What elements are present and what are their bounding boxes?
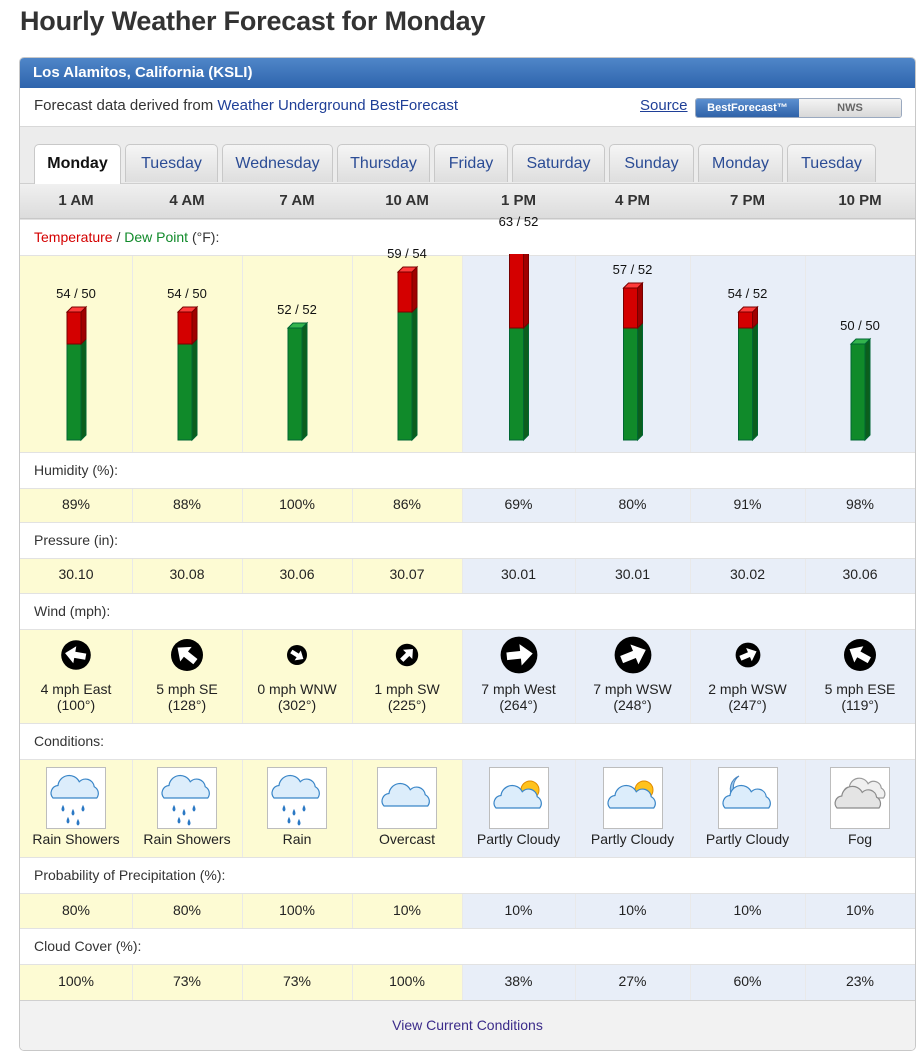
hour-header: 10 PM <box>838 192 882 209</box>
pressure-row-value: 30.01 <box>614 566 651 582</box>
source-option-nws[interactable]: NWS <box>799 99 901 117</box>
precipitation-row-value: 10% <box>618 902 647 918</box>
forecast-panel <box>19 57 916 1051</box>
temperature-chart <box>20 254 915 452</box>
dewpoint-bar <box>67 344 81 440</box>
wind-degree-text: (100°) <box>56 697 96 713</box>
dewpoint-bar-side <box>638 323 643 440</box>
dewpoint-bar <box>398 312 412 440</box>
dewpoint-bar <box>288 328 302 440</box>
dewpoint-bar-side <box>753 323 758 440</box>
wind-speed-text: 7 mph West <box>481 681 556 697</box>
pressure-row-value: 30.06 <box>842 566 878 582</box>
tab-sunday[interactable]: Sunday <box>609 144 694 182</box>
raindrop <box>293 810 295 815</box>
tab-monday-next[interactable]: Monday <box>698 144 783 182</box>
fog-icon-graphic <box>831 768 889 828</box>
raindrop <box>67 818 69 823</box>
temperature-cap <box>510 254 524 328</box>
pressure-label-row <box>20 522 915 559</box>
wind-degree-text: (225°) <box>387 697 427 713</box>
temperature-bar <box>398 267 417 440</box>
pressure-row-value: 30.06 <box>279 566 315 582</box>
wind-direction-icon <box>496 632 542 678</box>
page-title: Hourly Weather Forecast for Monday <box>20 6 486 36</box>
wind-degree-text: (128°) <box>167 697 207 713</box>
pressure-row-value: 30.02 <box>729 566 766 582</box>
precipitation-row-value: 10% <box>392 902 422 918</box>
cloud-cover-row-value: 23% <box>845 973 875 989</box>
precipitation-label-row-text: Probability of Precipitation (%): <box>34 867 226 883</box>
cloud-cover-row <box>20 964 915 999</box>
legend-separator: / <box>112 229 125 245</box>
temperature-bar <box>624 283 643 440</box>
cloud-cover-row-value: 38% <box>504 973 533 989</box>
dewpoint-bar-side <box>865 339 870 440</box>
rain-icon-graphic <box>47 768 105 828</box>
humidity-row-value: 100% <box>279 496 315 512</box>
raindrop <box>283 806 285 811</box>
dewpoint-bar-side <box>81 339 86 440</box>
humidity-row-value: 88% <box>172 496 202 512</box>
raindrop <box>188 820 190 825</box>
cloud-icon-graphic <box>378 768 436 828</box>
condition-text: Fog <box>847 831 873 847</box>
temperature-value-label: 54 / 52 <box>727 286 768 301</box>
humidity-label-row <box>20 452 915 489</box>
wind-degree-text: (247°) <box>728 697 767 713</box>
temperature-bar <box>851 339 870 440</box>
pressure-row <box>20 557 915 592</box>
wind-speed-text: 5 mph SE <box>156 681 218 697</box>
cloud-cover-row-value: 73% <box>172 973 202 989</box>
humidity-row-value: 98% <box>845 496 875 512</box>
temperature-legend: Temperature <box>34 229 113 245</box>
raindrop <box>178 818 180 823</box>
sun-cloud-icon-graphic <box>604 768 662 828</box>
source-bar <box>20 88 915 127</box>
conditions-label-row-text: Conditions: <box>34 733 105 749</box>
temperature-bar <box>510 254 529 440</box>
dewpoint-bar <box>178 344 192 440</box>
wind-speed-text: 5 mph ESE <box>824 681 896 697</box>
tab-wednesday[interactable]: Wednesday <box>222 144 333 182</box>
temperature-cap <box>398 272 412 312</box>
temperature-value-label: 54 / 50 <box>56 286 96 301</box>
wind-speed-text: 4 mph East <box>40 681 112 697</box>
condition-text: Rain <box>282 831 312 847</box>
tab-saturday[interactable]: Saturday <box>512 144 605 182</box>
pressure-row-value: 30.07 <box>389 566 425 582</box>
fog-icon <box>830 767 890 829</box>
dewpoint-bar <box>851 344 865 440</box>
temperature-cap-side <box>638 283 643 328</box>
wind-speed-text: 2 mph WSW <box>708 681 787 697</box>
cloud-cover-row-value: 100% <box>389 973 425 989</box>
wind-speed-text: 1 mph SW <box>374 681 440 697</box>
temperature-unit: (°F): <box>188 229 220 245</box>
precipitation-row-value: 10% <box>504 902 533 918</box>
source-label[interactable]: Source <box>640 97 688 114</box>
cloud-cover-row-value: 100% <box>58 973 94 989</box>
source-description <box>34 97 458 114</box>
humidity-row-value: 89% <box>61 496 91 512</box>
raindrop <box>72 810 74 815</box>
temperature-value-label: 52 / 52 <box>277 302 317 317</box>
cloud-shape <box>272 776 319 798</box>
wind-speed-text: 0 mph WNW <box>257 681 337 697</box>
rain-icon-graphic <box>158 768 216 828</box>
source-prefix: Forecast data derived from <box>34 97 218 114</box>
temperature-cap <box>624 288 638 328</box>
location-bar: Los Alamitos, California (KSLI) <box>20 58 915 88</box>
wind-direction-icon <box>164 632 210 678</box>
wind-direction-icon <box>274 632 320 678</box>
temperature-label <box>34 229 219 245</box>
raindrop <box>77 820 79 825</box>
rain-icon <box>46 767 106 829</box>
condition-text: Partly Cloudy <box>705 831 790 847</box>
temperature-value-label: 50 / 50 <box>840 318 880 333</box>
dewpoint-legend: Dew Point <box>124 229 189 245</box>
precipitation-row-value: 80% <box>172 902 202 918</box>
rain-icon <box>157 767 217 829</box>
temperature-cap-side <box>81 307 86 344</box>
tab-thursday[interactable]: Thursday <box>337 144 430 182</box>
day-tabs <box>20 127 915 184</box>
cloud-cover-row-value: 60% <box>733 973 762 989</box>
condition-text: Overcast <box>378 831 435 847</box>
temperature-cap-side <box>412 267 417 312</box>
moon-cloud-icon-graphic <box>719 768 777 828</box>
temperature-bar <box>67 307 86 440</box>
raindrop <box>173 806 175 811</box>
wind-degree-text: (119°) <box>841 697 879 713</box>
wind-degree-text: (302°) <box>277 697 317 713</box>
rain-icon <box>267 767 327 829</box>
precipitation-row-value: 80% <box>61 902 91 918</box>
tab-monday[interactable]: Monday <box>34 144 121 184</box>
tab-tuesday-next[interactable]: Tuesday <box>787 144 876 182</box>
raindrop <box>193 806 195 811</box>
dewpoint-bar-side <box>412 307 417 440</box>
cloud-cover-row-value: 73% <box>282 973 312 989</box>
precipitation-label-row <box>20 857 915 894</box>
source-option-bestforecast[interactable]: BestForecast™ <box>696 99 799 117</box>
dewpoint-bar-side <box>192 339 197 440</box>
temperature-cap <box>67 312 81 344</box>
view-current-conditions-link[interactable]: View Current Conditions <box>20 1000 915 1050</box>
cloud-icon <box>377 767 437 829</box>
raindrop <box>62 806 64 811</box>
temperature-cap-side <box>192 307 197 344</box>
dewpoint-bar <box>739 328 753 440</box>
wind-degree-text: (248°) <box>613 697 652 713</box>
raindrop <box>303 806 305 811</box>
raindrop <box>183 810 185 815</box>
hour-header: 4 AM <box>169 192 205 209</box>
pressure-row-value: 30.01 <box>500 566 537 582</box>
cloud-cover-label-row-text: Cloud Cover (%): <box>34 938 142 954</box>
source-toggle <box>695 98 902 118</box>
hour-header: 7 AM <box>279 192 315 209</box>
raindrop <box>298 820 300 825</box>
wind-label-row <box>20 593 915 630</box>
humidity-row-value: 86% <box>392 496 422 512</box>
hour-header: 7 PM <box>729 192 765 209</box>
pressure-label-row-text: Pressure (in): <box>34 532 119 548</box>
condition-text: Partly Cloudy <box>476 831 561 847</box>
temperature-value-label: 54 / 50 <box>167 286 207 301</box>
wind-direction-icon <box>837 632 883 678</box>
humidity-label-row-text: Humidity (%): <box>34 462 119 478</box>
source-link[interactable]: Weather Underground BestForecast <box>217 97 459 114</box>
hour-header: 1 PM <box>500 192 536 209</box>
dewpoint-bar <box>624 328 638 440</box>
cloud-shape <box>162 776 209 798</box>
hour-header: 1 AM <box>58 192 94 209</box>
condition-text: Rain Showers <box>32 831 120 847</box>
dewpoint-bar <box>510 328 524 440</box>
cloud-shape <box>382 784 429 806</box>
temperature-cap <box>178 312 192 344</box>
humidity-row-value: 80% <box>618 496 647 512</box>
precipitation-row-value: 10% <box>845 902 875 918</box>
temperature-cap <box>739 312 753 328</box>
precipitation-row <box>20 893 915 928</box>
wind-direction-icon <box>725 632 771 678</box>
dewpoint-bar-side <box>302 323 307 440</box>
raindrop <box>82 806 84 811</box>
cloud-cover-label-row <box>20 928 915 965</box>
forecast-grid <box>20 184 915 1007</box>
temperature-bar <box>739 307 758 440</box>
wind-degree-text: (264°) <box>499 697 538 713</box>
condition-text: Rain Showers <box>143 831 231 847</box>
humidity-row <box>20 487 915 522</box>
wind-speed-text: 7 mph WSW <box>593 681 672 697</box>
temperature-value-label: 57 / 52 <box>612 262 653 277</box>
wind-direction-icon <box>384 632 430 678</box>
cloud-shape <box>51 776 98 798</box>
temperature-value-label: 59 / 54 <box>387 246 427 261</box>
hour-header: 10 AM <box>385 192 429 209</box>
humidity-row-value: 69% <box>504 496 533 512</box>
wind-label-row-text: Wind (mph): <box>34 603 111 619</box>
precipitation-row-value: 10% <box>733 902 762 918</box>
cloud-cover-row-value: 27% <box>618 973 647 989</box>
sun-cloud-icon <box>603 767 663 829</box>
condition-text: Partly Cloudy <box>590 831 675 847</box>
dewpoint-bar-side <box>524 323 529 440</box>
temperature-bar <box>288 323 307 440</box>
sun-cloud-icon-graphic <box>490 768 548 828</box>
moon-cloud-icon <box>718 767 778 829</box>
tab-tuesday[interactable]: Tuesday <box>125 144 218 182</box>
sun-cloud-icon <box>489 767 549 829</box>
tab-friday[interactable]: Friday <box>434 144 508 182</box>
hour-header: 4 PM <box>614 192 650 209</box>
temperature-bar <box>178 307 197 440</box>
rain-icon-graphic <box>268 768 326 828</box>
humidity-row-value: 91% <box>733 496 762 512</box>
conditions-label-row <box>20 723 915 760</box>
raindrop <box>288 818 290 823</box>
pressure-row-value: 30.08 <box>169 566 205 582</box>
wind-direction-icon <box>53 632 99 678</box>
temperature-cap-side <box>524 254 529 328</box>
pressure-row-value: 30.10 <box>58 566 94 582</box>
temperature-value-label: 63 / 52 <box>498 214 539 229</box>
wind-direction-icon <box>610 632 656 678</box>
precipitation-row-value: 100% <box>279 902 315 918</box>
